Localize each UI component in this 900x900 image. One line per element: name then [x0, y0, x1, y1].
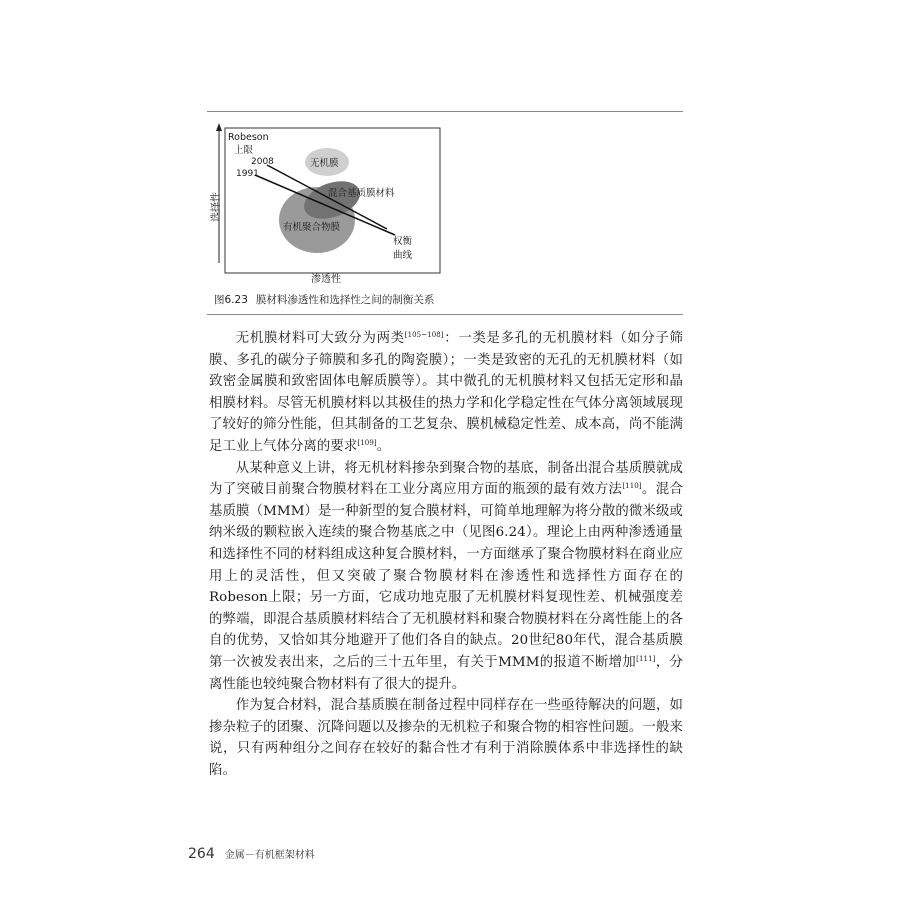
citation-ref: [105~108]	[404, 331, 444, 339]
page-number: 264	[188, 846, 215, 862]
paragraph	[209, 458, 683, 696]
top-rule	[207, 111, 683, 112]
citation-ref: [110]	[622, 482, 642, 491]
robeson-label: Robeson	[228, 132, 269, 143]
year-1991-label: 1991	[236, 169, 259, 179]
tradeoff-figure	[207, 118, 683, 290]
mixed-matrix-label: 混合基质膜材料	[328, 188, 395, 199]
text-run: 无机膜材料可大致分为两类	[235, 331, 405, 346]
y-axis-label: 选择性	[211, 192, 222, 222]
book-title: 金属－有机框架材料	[224, 850, 315, 861]
tradeoff-label-2: 曲线	[393, 250, 413, 261]
organic-polymer-label: 有机聚合物膜	[283, 222, 341, 233]
x-axis-label: 渗透性	[311, 274, 341, 285]
year-2008-label: 2008	[251, 157, 274, 167]
citation-ref: [109]	[357, 438, 377, 447]
paragraph	[209, 328, 683, 458]
inorganic-label: 无机膜	[310, 158, 339, 169]
upper-limit-label: 上限	[234, 145, 254, 156]
citation-ref: [111]	[636, 654, 656, 663]
caption-number: 图6.23	[214, 294, 248, 306]
page-footer	[188, 843, 315, 862]
paragraph	[209, 695, 683, 781]
tradeoff-label-1: 权衡	[393, 236, 413, 247]
caption-rule	[207, 314, 683, 315]
text-run: 作为复合材料，混合基质膜在制备过程中同样存在一些亟待解决的问题，如掺杂粒子的团聚、沉降问题以及掺杂的无机粒子和聚合物的相容性问题。一般来说，只有两种组分之间存在较好的黏合性才有利于消除膜体系中非选择性的缺陷。	[209, 698, 683, 778]
text-run: 。混合基质膜（MMM）是一种新型的复合膜材料，可简单地理解为将分散的微米级或纳米级的颗粒嵌入连续的聚合物基底之中（见图6.24）。理论上由两种渗透通量和选择性不同的材料组成这种复合膜材料，一方面继承了聚合物膜材料在商业应用上的灵活性，但又突破了聚合物膜材料在渗透性和选择性方面存在的Robeson上限；另一方面，它成功地克服了无机膜材料复现性差、机械强度差的弊端，即混合基质膜材料结合了无机膜材料和聚合物膜材料在分离性能上的各自的优势，又恰如其分地避开了他们各自的缺点。20世纪80年代，混合基质膜第一次被发表出来，之后的三十五年里，有关于MMM的报道不断增加	[209, 482, 683, 670]
caption-text: 膜材料渗透性和选择性之间的制衡关系	[255, 294, 435, 306]
text-run: ：一类是多孔的无机膜材料（如分子筛膜、多孔的碳分子筛膜和多孔的陶瓷膜）；一类是致密的无孔的无机膜材料（如致密金属膜和致密固体电解质膜等）。其中微孔的无机膜材料又包括无定形和晶相膜材料。尽管无机膜材料以其极佳的热力学和化学稳定性在气体分离领域展现了较好的筛分性能，但其制备的工艺复杂、膜机械稳定性差、成本高，尚不能满足工业上气体分离的要求	[209, 331, 684, 454]
y-axis-arrowhead	[216, 123, 222, 131]
body-text	[209, 328, 683, 781]
text-run: 。	[376, 438, 391, 454]
text-run: ，分离性能也较纯聚合物材料有了很大的提升。	[209, 654, 683, 692]
figure-caption	[214, 292, 434, 307]
text-run: 从某种意义上讲，将无机材料掺杂到聚合物的基底，制备出混合基质膜就成为了突破目前聚合物膜材料在工业分离应用方面的瓶颈的最有效方法	[209, 460, 683, 498]
